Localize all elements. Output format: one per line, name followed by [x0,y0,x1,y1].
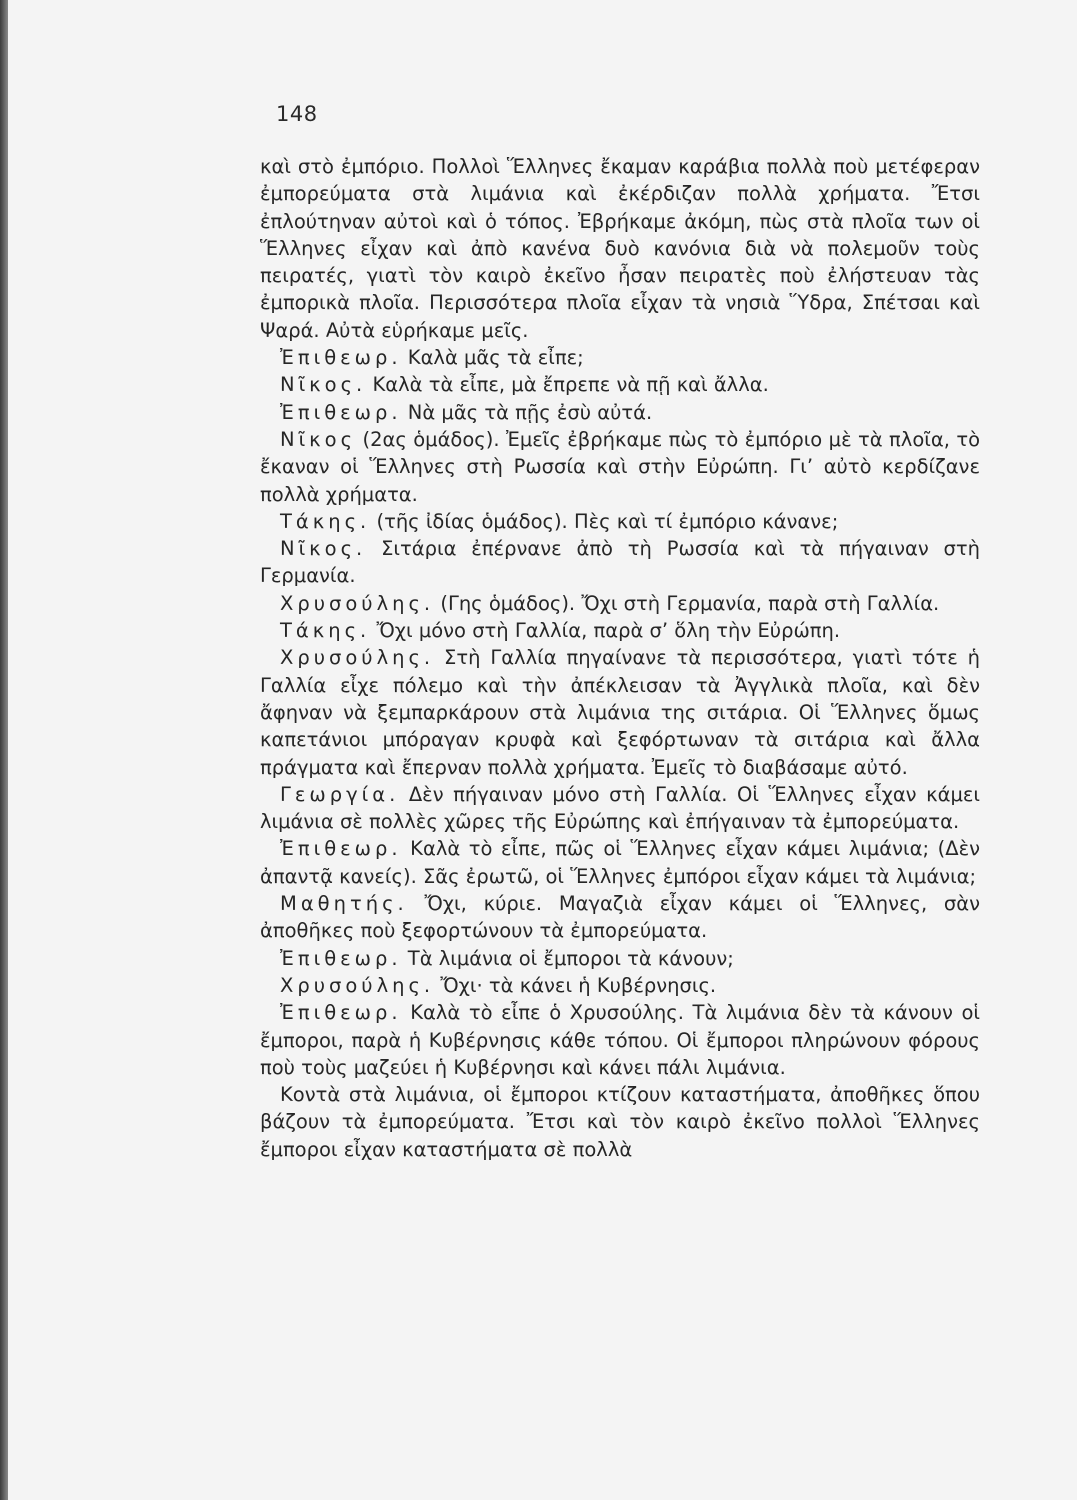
speaker-name: Γεωργία. [280,782,400,806]
page-edge [0,0,8,1500]
dialogue-line [260,508,980,535]
speaker-name: Ἐπιθεωρ. [280,400,402,424]
dialogue-text: Σιτάρια ἐπέρνανε ἀπὸ τὴ Ρωσσία καὶ τὰ πήγαιναν στὴ Γερμανία. [260,537,980,588]
dialogue-text: Στὴ Γαλλία πηγαίνανε τὰ περισσότερα, γιατὶ τότε ἡ Γαλλία εἶχε πόλεμο καὶ τὴν ἀπέκλεισαν τὰ Ἀγγλικὰ πλοῖα, καὶ δὲν ἄφηναν νὰ ξεμπαρκάρουν στὰ λιμάνια της σιτάρια. Οἱ Ἕλληνες ὅμως καπετάνιοι μπόραγαν κρυφὰ καὶ ξεφόρτωναν τὰ σιτάρια καὶ ἄλλα πράγματα καὶ ἔπερναν πολλὰ χρήματα. Ἐμεῖς τὸ διαβάσαμε αὐτό. [260,646,980,779]
speaker-name: Χρυσούλης. [280,973,435,997]
dialogue-text: Ὄχι μόνο στὴ Γαλλία, παρὰ σ’ ὅλη τὴν Εὐρώπη. [376,619,841,643]
speaker-name: Χρυσούλης. [280,591,435,615]
page-number: 148 [276,102,318,126]
dialogue-text: Ὄχι· τὰ κάνει ἡ Κυβέρνησις. [440,973,717,997]
dialogue-line [260,972,980,999]
speaker-name: Ἐπιθεωρ. [280,346,402,370]
dialogue-text: Δὲν πήγαιναν μόνο στὴ Γαλλία. Οἱ Ἕλληνες εἶχαν κάμει λιμάνια σὲ πολλὲς χῶρες τῆς Εὐρώπης καὶ ἐπήγαιναν τὰ ἐμπορεύματα. [260,782,980,834]
dialogue-text: Νὰ μᾶς τὰ πῇς ἐσὺ αὐτά. [407,400,653,424]
dialogue-line [260,371,980,398]
dialogue-text: (Γης ὁμάδος). Ὄχι στὴ Γερμανία, παρὰ στὴ Γαλλία. [440,591,940,615]
book-page [8,0,1077,1500]
dialogue-line [260,945,980,972]
paragraph-text: Κοντὰ στὰ λιμάνια, οἱ ἔμποροι κτίζουν καταστήματα, ἀποθῆκες ὅπου βάζουν τὰ ἐμπορεύματα. Ἔτσι καὶ τὸν καιρὸ ἐκεῖνο πολλοὶ Ἕλληνες ἔμποροι εἶχαν καταστήματα σὲ πολλὰ [260,1083,980,1161]
dialogue-line [260,999,980,1081]
dialogue-text: (τῆς ἰδίας ὁμάδος). Πὲς καὶ τί ἐμπόριο κάνανε; [376,509,839,533]
dialogue-line [260,344,980,371]
dialogue-line [260,399,980,426]
dialogue-text: Καλὰ τὸ εἶπε, πῶς οἱ Ἕλληνες εἶχαν κάμει λιμάνια; (Δὲν ἀπαντᾷ κανείς). Σᾶς ἐρωτῶ, οἱ Ἕλληνες ἐμπόροι εἶχαν κάμει τὰ λιμάνια; [260,837,980,888]
paragraph-text: καὶ στὸ ἐμπόριο. Πολλοὶ Ἕλληνες ἔκαμαν καράβια πολλὰ ποὺ μετέφεραν ἐμπορεύματα στὰ λιμάνια καὶ ἐκέρδιζαν πολλὰ χρήματα. Ἔτσι ἐπλούτηναν αὐτοὶ καὶ ὁ τόπος. Ἐβρήκαμε ἀκόμη, πὼς στὰ πλοῖα των οἱ Ἕλληνες εἶχαν καὶ ἀπὸ κανένα δυὸ κανόνια διὰ νὰ πολεμοῦν τοὺς πειρατές, γιατὶ τὸν καιρὸ ἐκεῖνο ἦσαν πειρατὲς ποὺ ἐλήστευαν τὰς ἐμπορικὰ πλοῖα. Περισσότερα πλοῖα εἶχαν τὰ νησιὰ Ὕδρα, Σπέτσαι καὶ Ψαρά. Αὐτὰ εὑρήκαμε μεῖς. [260,155,980,342]
dialogue-line [260,617,980,644]
dialogue-line [260,644,980,780]
dialogue-text: Καλὰ τὸ εἶπε ὁ Χρυσούλης. Τὰ λιμάνια δὲν τὰ κάνουν οἱ ἔμποροι, παρὰ ἡ Κυβέρνησις κάθε τόπου. Οἱ ἔμποροι πληρώνουν φόρους ποὺ τοὺς μαζεύει ἡ Κυβέρνησι καὶ κάνει πάλι λιμάνια. [260,1001,981,1079]
speaker-name: Τάκης. [280,619,371,643]
speaker-name: Νῖκος [280,427,357,451]
speaker-name: Τάκης. [280,509,371,533]
dialogue-line [260,781,980,836]
dialogue-line [260,590,980,617]
dialogue-line [260,890,980,945]
dialogue-line [260,835,980,890]
speaker-name: Ἐπιθεωρ. [280,1001,402,1025]
dialogue-line [260,426,980,508]
paragraph-intro [260,153,980,344]
speaker-name: Μαθητής. [280,892,408,916]
dialogue-text: Καλὰ μᾶς τὰ εἶπε; [407,346,584,370]
dialogue-text: (2ας ὁμάδος). Ἐμεῖς ἐβρήκαμε πὼς τὸ ἐμπόριο μὲ τὰ πλοῖα, τὸ ἔκαναν οἱ Ἕλληνες στὴ Ρωσσία καὶ στὴν Εὐρώπη. Γι’ αὐτὸ κερδίζανε πολλὰ χρήματα. [260,427,981,506]
body-text [260,153,980,1163]
dialogue-text: Καλὰ τὰ εἶπε, μὰ ἔπρεπε νὰ πῇ καὶ ἄλλα. [372,373,769,397]
speaker-name: Νῖκος. [280,373,367,397]
speaker-name: Χρυσούλης. [280,646,435,670]
paragraph-closing [260,1081,980,1163]
dialogue-text: Τὰ λιμάνια οἱ ἔμποροι τὰ κάνουν; [407,946,734,970]
speaker-name: Ἐπιθεωρ. [280,946,402,970]
dialogue-text: Ὄχι, κύριε. Μαγαζιὰ εἶχαν κάμει οἱ Ἕλληνες, σὰν ἀποθῆκες ποὺ ξεφορτώνουν τὰ ἐμπορεύματα. [260,892,981,943]
speaker-name: Ἐπιθεωρ. [280,837,402,861]
speaker-name: Νῖκος. [280,537,367,561]
dialogue-line [260,535,980,590]
